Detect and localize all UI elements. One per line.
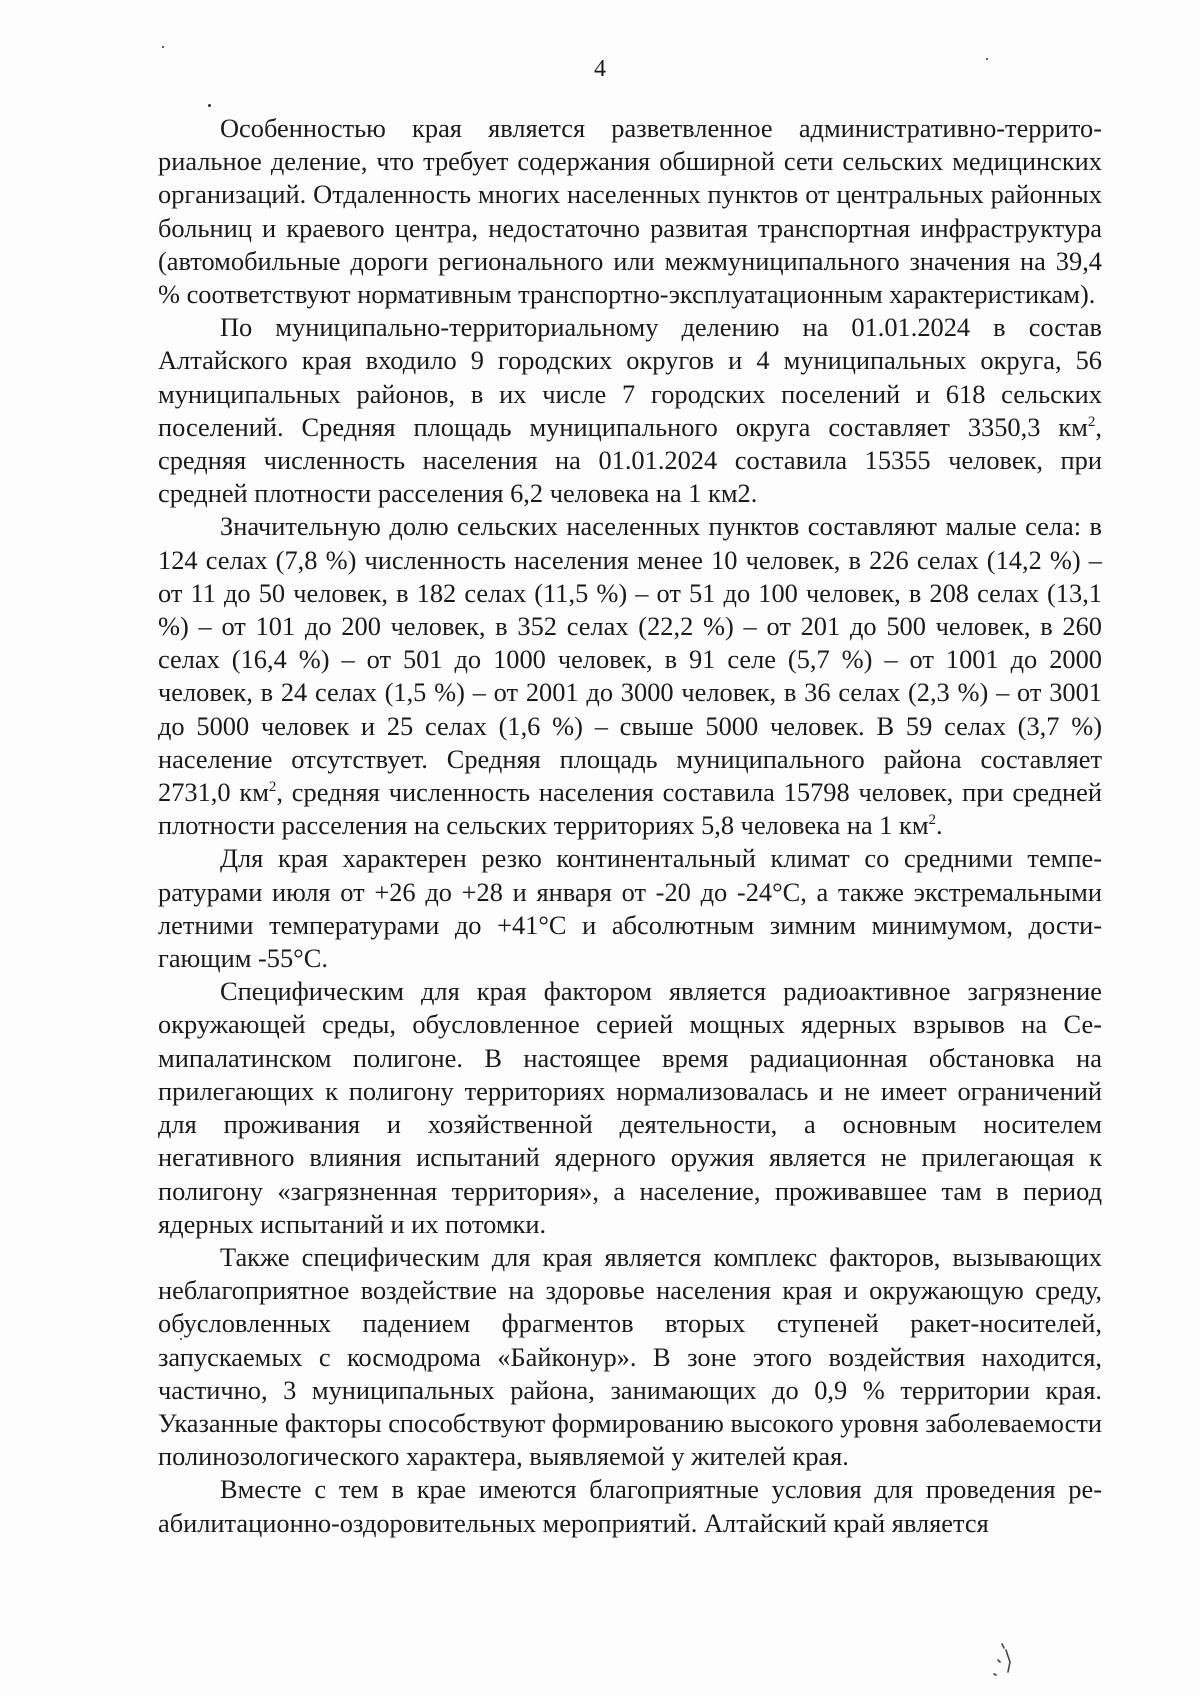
paragraph-municipal-structure — [158, 311, 1102, 510]
document-body — [158, 112, 1102, 1540]
scan-speck — [208, 104, 211, 107]
paragraph-radiation — [158, 975, 1102, 1241]
superscript-square: 2 — [268, 779, 277, 796]
paragraph-text: Особенностью края является разветвленное административно-территориальное деление, что требует содержания обширной сети сельских медицинских организаций. Отдаленность многих населенных пунктов от центральных районных больниц и краевого центра, недостаточно развитая транспортная инфраструктура (автомобильные дороги регионального или межмуниципального значения на 39,4 % соответствуют нормативным транспортно-эксплуатационным характеристикам). — [158, 113, 1102, 310]
scan-speck — [180, 1338, 182, 1340]
paragraph-text: Вместе с тем в крае имеются благоприятные условия для проведения реабилитационно-оздоровительных мероприятий. Алтайский край является — [158, 1474, 1102, 1538]
scan-speck — [986, 58, 988, 60]
paragraph-text: . — [936, 810, 943, 841]
paragraph-climate — [158, 842, 1102, 975]
scan-mark-icon — [990, 1640, 1020, 1680]
paragraph-baikonur-factors — [158, 1241, 1102, 1473]
superscript-square: 2 — [1087, 414, 1096, 431]
paragraph-text: , средняя численность населения на 01.01.2024 составила 15355 человек, при средней плотности расселения 6,2 человека на 1 км2. — [158, 411, 1102, 509]
paragraph-text: Специфическим для края фактором является радиоактивное загрязнение окружающей среды, обусловленное серией мощных ядерных взрывов на Семипалатинском полигоне. В настоящее время радиационная обстановка на прилегающих к полигону территориях нормализовалась и не имеет ограничений для проживания и хозяйственной деятельности, а основным носителем негативного влияния испытаний ядерного оружия является не прилегающая к полигону «загрязненная территория», а население, проживавшее там в период ядерных испытаний и их потомки. — [158, 976, 1102, 1239]
paragraph-rural-settlements — [158, 510, 1102, 842]
paragraph-administrative-division — [158, 112, 1102, 311]
paragraph-text: Также специфическим для края является комплекс факторов, вызывающих неблагоприятное воздействие на здоровье населения края и окружающую среду, обусловленных падением фрагментов вторых ступеней ракет-носителей, запускаемых с космодрома «Байконур». В зоне этого воздействия находится, частично, 3 муниципальных района, занимающих до 0,9 % территории края. Указанные факторы способствуют формированию высокого уровня заболеваемости полинозологического характера, выявляемой у жителей края. — [158, 1241, 1102, 1472]
paragraph-text: Для края характерен резко континентальный климат со средними температурами июля от +26 до +28 и января от -20 до -24°С, а также экстремальными летними температурами до +41°С и абсолютным зимним минимумом, достигающим -55°С. — [158, 843, 1102, 974]
paragraph-text: По муниципально-территориальному делению на 01.01.2024 в состав Алтайского края входило 9 городских округов и 4 муниципальных округа, 56 муниципальных районов, в их числе 7 городских поселений и 618 сельских поселений. Средняя площадь муниципального округа составляет 3350,3 км — [158, 312, 1102, 442]
paragraph-text: Значительную долю сельских населенных пунктов составляют малые села: в 124 селах (7,8 %) численность населения менее 10 человек, в 226 селах (14,2 %) – от 11 до 50 человек, в 182 селах (11,5 %) – от 51 до 100 человек, в 208 селах (13,1 %) – от 101 до 200 человек, в 352 селах (22,2 %) – от 201 до 500 человек, в 260 селах (16,4 %) – от 501 до 1000 человек, в 91 селе (5,7 %) – от 1001 до 2000 человек, в 24 селах (1,5 %) – от 2001 до 3000 человек, в 36 селах (2,3 %) – от 3001 до 5000 человек и 25 селах (1,6 %) – свыше 5000 человек. В 59 селах (3,7 %) население отсутствует. Средняя площадь муниципального района составляет 2731,0 км — [158, 511, 1102, 808]
page-number: 4 — [594, 56, 606, 82]
paragraph-text: , средняя численность населения составила 15798 человек, при средней плотности расселения на сельских территориях 5,8 человека на 1 км — [158, 777, 1102, 841]
paragraph-rehabilitation — [158, 1473, 1102, 1539]
superscript-square: 2 — [928, 812, 937, 829]
scan-speck — [162, 46, 164, 48]
